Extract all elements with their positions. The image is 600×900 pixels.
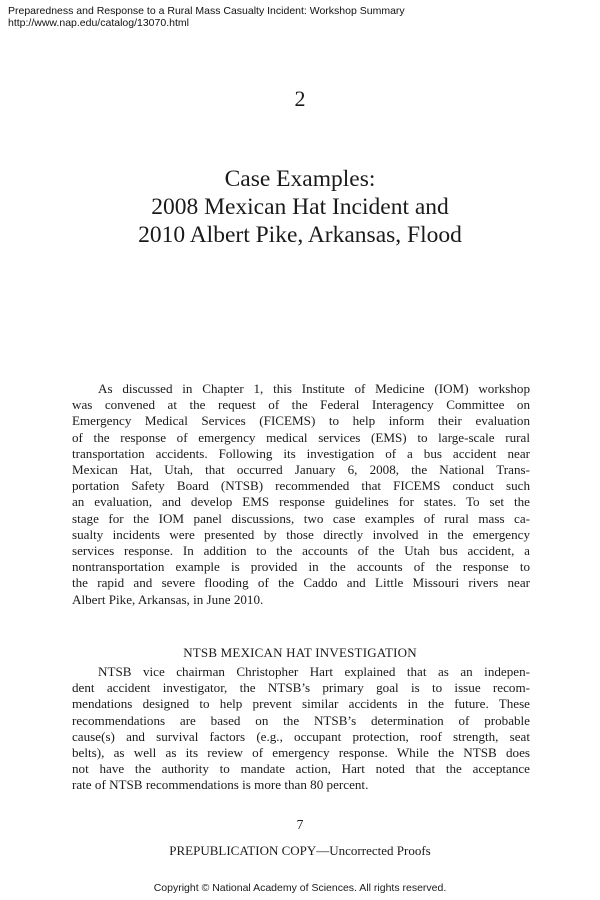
paragraph-line: sualty incidents were presented by those directly involved in the emergency — [72, 526, 530, 542]
chapter-number: 2 — [294, 86, 306, 111]
document-header — [8, 5, 405, 29]
paragraph-line: the rapid and severe flooding of the Caddo and Little Missouri rivers near — [72, 575, 530, 591]
paragraph-line: mendations designed to help prevent similar accidents in the future. These — [72, 696, 530, 712]
paragraph-line: Mexican Hat, Utah, that occurred January 6, 2008, the National Trans- — [72, 462, 530, 478]
copyright-notice: Copyright © National Academy of Sciences. All rights reserved. — [153, 882, 447, 894]
chapter-title-line: 2010 Albert Pike, Arkansas, Flood — [138, 222, 462, 248]
section-paragraph — [72, 664, 530, 794]
page-number: 7 — [296, 817, 304, 832]
paragraph-line: rate of NTSB recommendations is more than 80 percent. — [72, 777, 369, 793]
paragraph-line: an evaluation, and develop EMS response guidelines for states. To set the — [72, 494, 530, 510]
paragraph-line: was convened at the request of the Federal Interagency Committee on — [72, 397, 530, 413]
paragraph-line: dent accident investigator, the NTSB’s primary goal is to issue recom- — [72, 680, 530, 696]
paragraph-line: nontransportation example is provided in the accounts of the response to — [72, 559, 530, 575]
header-title: Preparedness and Response to a Rural Mass Casualty Incident: Workshop Summary — [8, 5, 405, 17]
chapter-title — [0, 165, 600, 249]
prepublication-notice: PREPUBLICATION COPY—Uncorrected Proofs — [169, 843, 431, 858]
intro-paragraph — [72, 381, 530, 608]
chapter-title-line: Case Examples: — [224, 166, 376, 192]
paragraph-line: As discussed in Chapter 1, this Institute of Medicine (IOM) workshop — [98, 381, 530, 396]
section-heading: NTSB MEXICAN HAT INVESTIGATION — [183, 645, 417, 660]
paragraph-line: NTSB vice chairman Christopher Hart explained that as an indepen- — [98, 664, 530, 679]
paragraph-line: of the response of emergency medical services (EMS) to large-scale rural — [72, 429, 530, 445]
paragraph-line: Emergency Medical Services (FICEMS) to help inform their evaluation — [72, 413, 530, 429]
paragraph-line: belts), as well as its review of emergency response. While the NTSB does — [72, 745, 530, 761]
paragraph-line: services response. In addition to the accounts of the Utah bus accident, a — [72, 543, 530, 559]
header-url[interactable]: http://www.nap.edu/catalog/13070.html — [8, 17, 189, 29]
paragraph-line: Albert Pike, Arkansas, in June 2010. — [72, 591, 264, 607]
paragraph-line: transportation accidents. Following its investigation of a bus accident near — [72, 445, 530, 461]
paragraph-line: cause(s) and survival factors (e.g., occupant protection, roof strength, seat — [72, 728, 530, 744]
paragraph-line: stage for the IOM panel discussions, two case examples of rural mass ca- — [72, 510, 530, 526]
chapter-title-line: 2008 Mexican Hat Incident and — [151, 194, 449, 220]
paragraph-line: portation Safety Board (NTSB) recommended that FICEMS conduct such — [72, 478, 530, 494]
paragraph-line: recommendations are based on the NTSB’s determination of probable — [72, 712, 530, 728]
paragraph-line: not have the authority to mandate action, Hart noted that the acceptance — [72, 761, 530, 777]
